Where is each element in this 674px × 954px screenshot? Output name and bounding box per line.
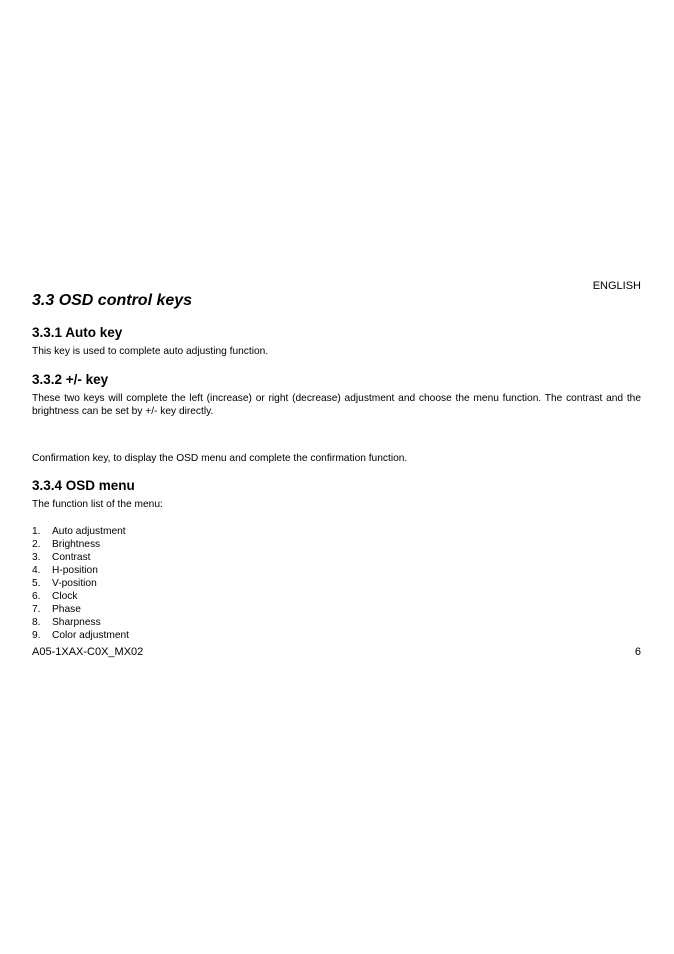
- plus-minus-key-description: These two keys will complete the left (increase) or right (decrease) adjustment and choose the menu function. The contrast and the brightness can be set by +/- key directly.: [32, 393, 641, 417]
- auto-key-heading: 3.3.1 Auto key: [32, 325, 123, 340]
- osd-menu-intro: The function list of the menu:: [32, 499, 163, 510]
- section-title: 3.3 OSD control keys: [32, 292, 193, 309]
- menu-function-list: [32, 525, 129, 642]
- list-item: 7. Phase: [32, 604, 81, 615]
- document-code: A05-1XAX-C0X_MX02: [32, 646, 144, 658]
- auto-key-description: This key is used to complete auto adjusting function.: [32, 346, 269, 357]
- list-item: 8. Sharpness: [32, 617, 101, 628]
- list-item: 1. Auto adjustment: [32, 526, 126, 537]
- osd-menu-heading: 3.3.4 OSD menu: [32, 478, 135, 493]
- list-item: 9. Color adjustment: [32, 630, 130, 641]
- list-item: 5. V-position: [32, 578, 97, 589]
- list-item: 6. Clock: [32, 591, 78, 602]
- list-item: 2. Brightness: [32, 539, 101, 550]
- confirmation-key-description: Confirmation key, to display the OSD menu and complete the confirmation function.: [32, 453, 408, 464]
- page-number: 6: [634, 646, 641, 658]
- language-label: ENGLISH: [592, 280, 641, 292]
- list-item: 3. Contrast: [32, 552, 91, 563]
- plus-minus-key-heading: 3.3.2 +/- key: [32, 372, 109, 387]
- list-item: 4. H-position: [32, 565, 98, 576]
